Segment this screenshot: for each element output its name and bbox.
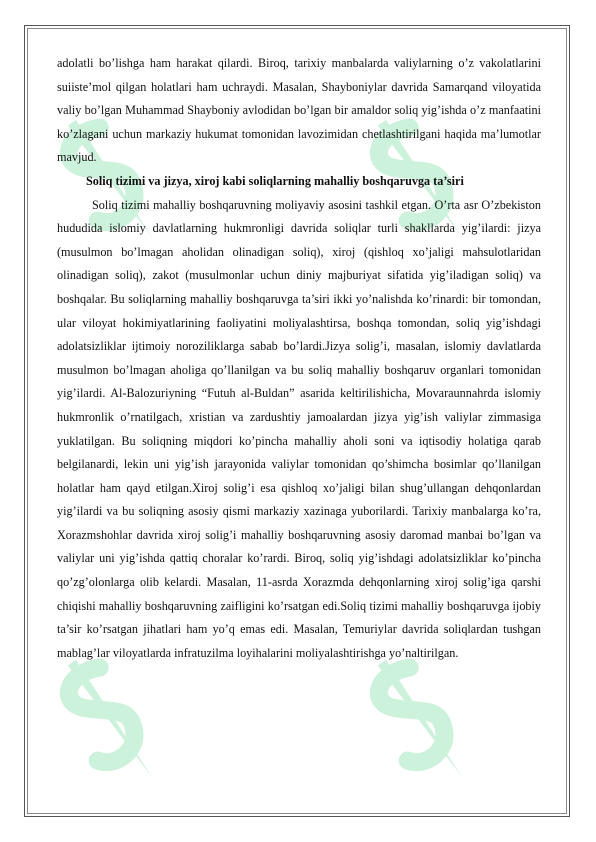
document-body	[57, 52, 541, 665]
paragraph-intro: adolatli bo’lishga ham harakat qilardi. Biroq, tarixiy manbalarda valiylarning o’z vakolatlarini suiiste’mol qilgan holatlari ham uchraydi. Masalan, Shayboniylar davrida Samarqand viloyatida valiy bo’lgan Muhammad Shayboniy avlodidan bo’lgan bir amaldor soliq yig’ishda o’z manfaatini ko’zlagani uchun markaziy hukumat tomonidan lavozimidan chetlashtirilgani haqida ma’lumotlar mavjud.	[57, 56, 541, 165]
paragraph-tax-system: Soliq tizimi mahalliy boshqaruvning moliyaviy asosini tashkil etgan. O’rta asr O’zbekiston hududida islomiy davlatlarning hukmronligi davrida soliqlar turli shakllarda yig’ilardi: jizya (musulmon bo’lmagan aholidan olinadigan soliq), xiroj (qishloq xo’jaligi mahsulotlaridan olinadigan soliq), zakot (musulmonlar uchun diniy majburiyat sifatida yig’iladigan soliq) va boshqalar. Bu soliqlarning mahalliy boshqaruvga ta’siri ikki yo’nalishda ko’rinardi: bir tomondan, ular viloyat hokimiyatlarining faoliyatini moliyalashtirsa, boshqa tomondan, soliq yig’ishdagi adolatsizliklar ijtimoiy noroziliklarga sabab bo’lardi.Jizya solig’i, masalan, islomiy davlatlarda musulmon bo’lmagan aholiga qo’llanilgan va bu soliq mahalliy boshqaruv organlari tomonidan yig’ilardi. Al-Balozuriyning “Futuh al-Buldan” asarida keltirilishicha, Movaraunnahrda islomiy hukmronlik o’rnatilgach, xristian va zardushtiy jamoalardan jizya yig’ish valiylar zimmasiga yuklatilgan. Bu soliqning miqdori ko’pincha mahalliy aholi soni va iqtisodiy holatiga qarab belgilanardi, lekin uni yig’ish jarayonida valiylar tomonidan qo’shimcha bosimlar qo’llanilgan holatlar ham qayd etilgan.Xiroj solig’i esa qishloq xo’jaligi bilan shug’ullangan dehqonlardan yig’ilardi va bu soliqning asosiy qismi markaziy xazinaga yuborilardi. Tarixiy manbalarga ko’ra, Xorazmshohlar davrida xiroj solig’i mahalliy boshqaruvning asosiy daromad manbai bo’lgan va valiylar uni yig’ishda qattiq choralar ko’rardi. Biroq, soliq yig’ishdagi adolatsizliklar ko’pincha qo’zg’olonlarga olib kelardi. Masalan, 11-asrda Xorazmda dehqonlarning xiroj solig’iga qarshi chiqishi mahalliy boshqaruvning zaifligini ko’rsatgan edi.Soliq tizimi mahalliy boshqaruvga ijobiy ta’sir ko’rsatgan jihatlari ham yo’q emas edi. Masalan, Temuriylar davrida soliqlardan tushgan mablag’lar viloyatlarda infratuzilma loyihalarini moliyalashtirishga yo’naltirilgan.	[57, 197, 541, 660]
section-heading: Soliq tizimi va jizya, xiroj kabi soliqlarning mahalliy boshqaruvga ta’siri	[86, 173, 464, 188]
